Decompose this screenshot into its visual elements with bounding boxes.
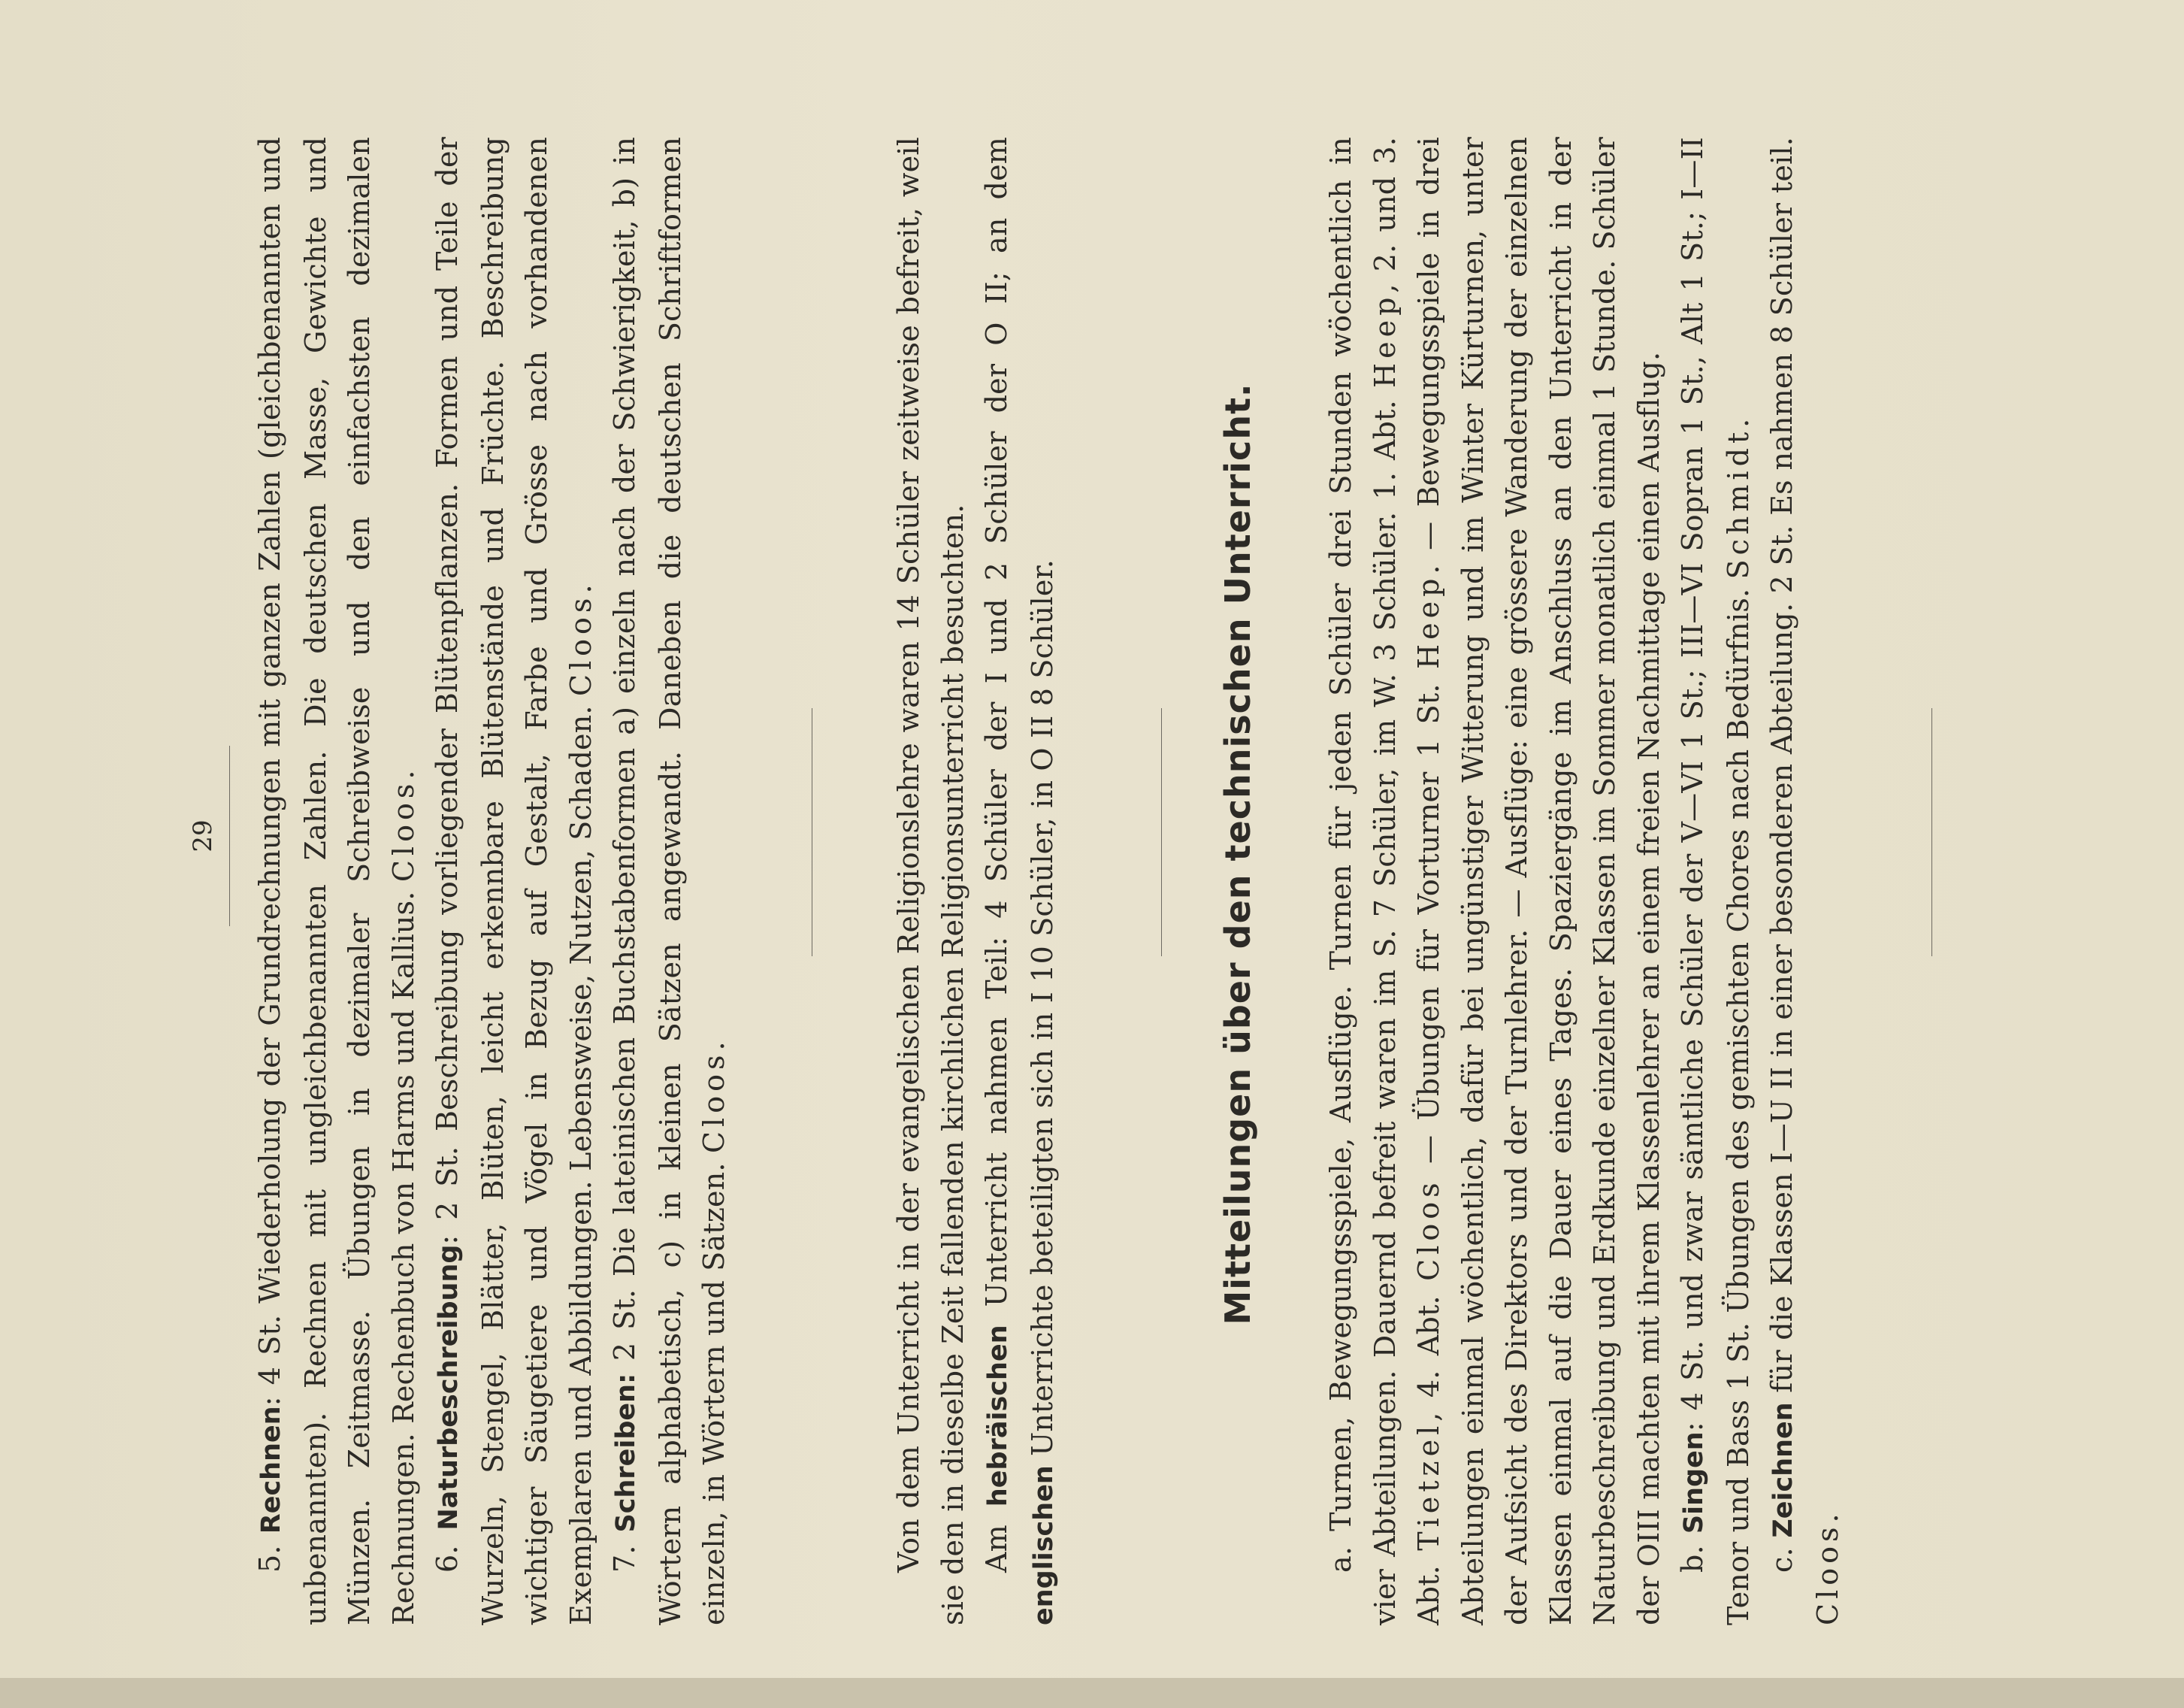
paragraph-singen: b. Singen: 4 St. und zwar sämtliche Schüler der V—VI 1 St.; III—VI Sopran 1 St., Alt 1 St.; I—II Tenor und Bass 1 St. Übungen des gemischten Chores nach Bedürfnis. Schmidt. <box>1676 137 1755 1625</box>
paragraph-zeichnen: c. Zeichnen für die Klassen I—U II in einer besonderen Abteilung. 2 St. Es nahmen 8 Schüler teil. Cloos. <box>1765 136 1844 1625</box>
scan-edge <box>0 1678 2184 1708</box>
section-heading: Mitteilungen über den technischen Unterricht. <box>1218 383 1258 1325</box>
paragraph-religion: Von dem Unterricht in der evangelischen Religionslehre waren 14 Schüler zeitweise befreit, weil sie den in dieselbe Zeit fallenden kirchlichen Religionsunterricht besuchten. <box>892 137 969 1625</box>
subjects-section <box>248 137 737 1625</box>
technical-section <box>1319 137 1850 1625</box>
paragraph-turnen: a. Turnen, Bewegungsspiele, Ausflüge. Turnen für jeden Schüler drei Stunden wöchentlich in vier Abteilungen. Dauernd befreit waren im S. 7 Schüler, im W. 3 Schüler. 1. Abt. Heep, 2. und 3. Abt. Tietzel, 4. Abt. Cloos — Übungen für Vorturner 1 St. Heep. — Bewegungsspiele in drei Abteilungen einmal wöchentlich, dafür bei ungünstiger Witterung und im Winter Kürturnen, unter der Aufsicht des Direktors und der Turnlehrer. — Ausflüge: eine grössere Wanderung der einzelnen Klassen einmal auf die Dauer eines Tages. Spaziergänge im Anschluss an den Unterricht in der Naturbeschreibung und Erdkunde einzelner Klassen im Sommer monatlich einmal 1 Stunde. Schüler der OIII machten mit ihrem Klassenlehrer an einem freien Nachmittage einen Ausflug. <box>1324 136 1665 1625</box>
keyword-naturbeschreibung: Naturbeschreibung <box>434 1244 464 1531</box>
teacher-name: Cloos. <box>697 1037 731 1154</box>
keyword-englisch: englischen <box>1028 1465 1059 1625</box>
teacher-name: Tietzel <box>1412 1421 1445 1551</box>
divider-rule <box>229 746 230 926</box>
teacher-name: Heep <box>1368 292 1402 389</box>
paragraph-schreiben: 7. Schreiben: 2 St. Die lateinischen Buchstabenformen a) einzeln nach der Schwierigkeit, b) in Wörtern alphabetisch, c) in kleinen Sätzen angewandt. Daneben die deutschen Schriftformen einzeln, in Wörtern und Sätzen. Cloos. <box>608 136 731 1625</box>
keyword-hebraeisch: hebräischen <box>983 1325 1013 1507</box>
keyword-schreiben: Schreiben: <box>611 1373 641 1533</box>
keyword-singen: Singen <box>1679 1431 1709 1534</box>
paragraph-rechnen: 5. Rechnen: 4 St. Wiederholung der Grundrechnungen mit ganzen Zahlen (gleichbenannten und unbenannten). Rechnen mit ungleichbenannten Zahlen. Die deutschen Masse, Gewichte und Münzen. Zeitmasse. Übungen in dezimaler Schreibweise und den einfachsten dezimalen Rechnungen. Rechenbuch von Harms und Kallius. Cloos. <box>253 136 420 1625</box>
religion-section <box>887 137 1066 1625</box>
teacher-name: Schmidt. <box>1721 413 1755 580</box>
paragraph-languages: Am hebräischen Unterricht nahmen Teil: 4 Schüler der I und 2 Schüler der O II; an dem englischen Unterrichte beteiligten sich in I 10 Schüler, in O II 8 Schüler. <box>980 137 1059 1625</box>
teacher-name: Cloos. <box>564 580 597 697</box>
teacher-name: Cloos <box>1412 1178 1445 1281</box>
paragraph-naturbeschreibung: 6. Naturbeschreibung: 2 St. Beschreibung vorliegender Blütenpflanzen. Formen und Teile der Wurzeln, Stengel, Blätter, Blüten, leicht erkennbare Blütenstände und Früchte. Beschreibung wichtiger Säugetiere und Vögel in Bezug auf Gestalt, Farbe und Grösse nach vorhandenen Exemplaren und Abbildungen. Lebensweise, Nutzen, Schaden. Cloos. <box>431 137 597 1625</box>
keyword-zeichnen: Zeichnen <box>1768 1402 1798 1538</box>
page-number: 29 <box>188 819 218 852</box>
teacher-name: Cloos. <box>386 765 420 883</box>
divider-rule <box>1161 708 1162 956</box>
teacher-name: Cloos. <box>1810 1509 1844 1625</box>
teacher-name: Heep <box>1412 574 1445 670</box>
keyword-rechnen: Rechnen <box>256 1406 286 1534</box>
divider-rule <box>1931 708 1932 956</box>
